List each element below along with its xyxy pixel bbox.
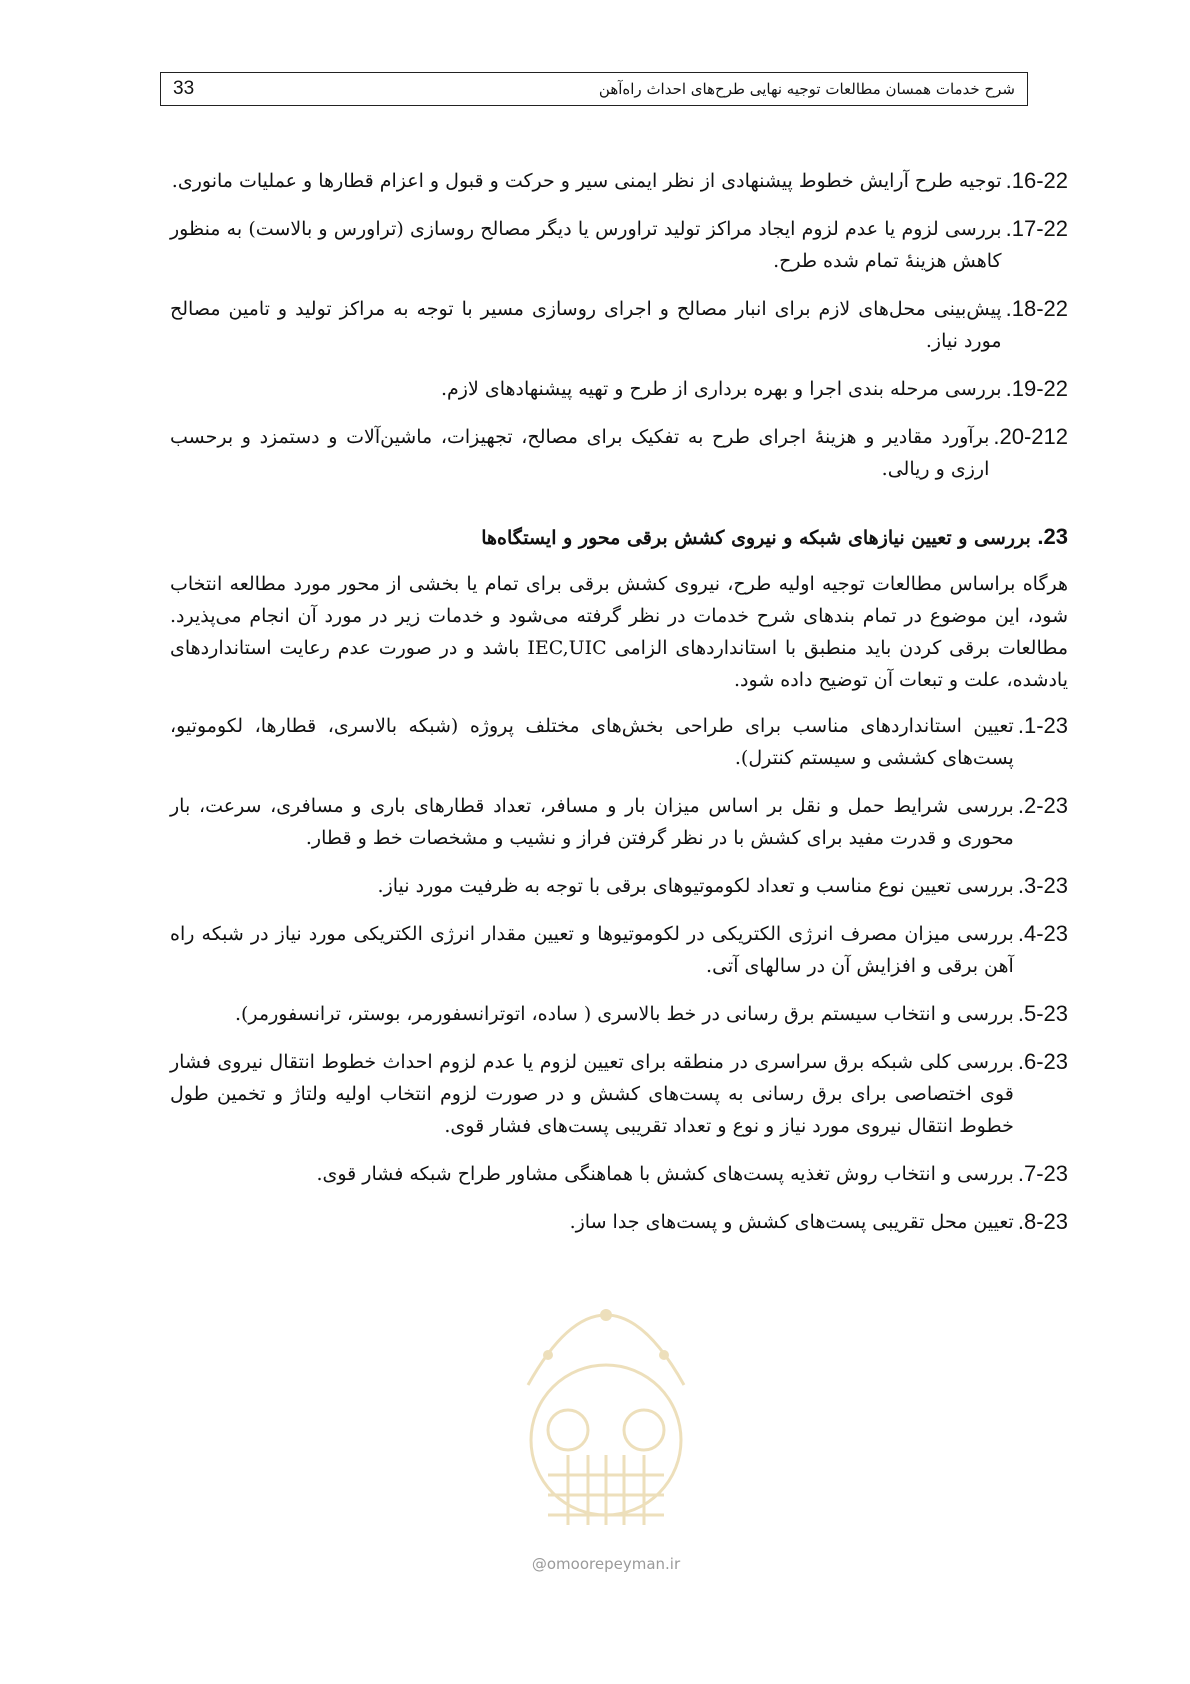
list-item <box>170 373 1068 405</box>
list-item <box>170 421 1068 485</box>
item-text: بررسی شرایط حمل و نقل بر اساس میزان بار و مسافر، تعداد قطارهای باری و مسافری، سرعت، بار محوری و قدرت مفید برای کشش با در نظر گرفتن فراز و نشیب و مشخصات خط و قطار. <box>170 795 1014 849</box>
list-item <box>170 1046 1068 1142</box>
item-text: توجیه طرح آرایش خطوط پیشنهادی از نظر ایمنی سیر و حرکت و قبول و اعزام قطارها و عملیات مانوری. <box>171 170 1002 192</box>
item-text: بررسی لزوم یا عدم لزوم ایجاد مراکز تولید تراورس یا دیگر مصالح روسازی (تراورس و بالاست) به منظور کاهش هزینهٔ تمام شده طرح. <box>170 218 1002 272</box>
item-text: تعیین محل تقریبی پست‌های کشش و پست‌های جدا ساز. <box>569 1211 1014 1233</box>
item-text: بررسی و انتخاب سیستم برق رسانی در خط بالاسری ( ساده، اتوترانسفورمر، بوستر، ترانسفورمر). <box>234 1003 1014 1025</box>
item-number: 16-22. <box>1005 168 1068 193</box>
list-item <box>170 710 1068 774</box>
watermark-text: @omoorepeyman.ir <box>531 1555 681 1573</box>
item-text: برآورد مقادیر و هزینهٔ اجرای طرح به تفکیک برای مصالح، تجهیزات، ماشین‌آلات و دستمزد و برحسب ارزی و ریالی. <box>170 426 990 480</box>
section-paragraph: هرگاه براساس مطالعات توجیه اولیه طرح، نیروی کشش برقی برای تمام یا بخشی از محور مورد مطالعه انتخاب شود، این موضوع در تمام بندهای شرح خدمات در نظر گرفته می‌شود و خدمات زیر در مورد آن انجام می‌پذیرد. مطالعات برقی کردن باید منطبق با استانداردهای الزامی IEC,UIC باشد و در صورت عدم رعایت استانداردهای یادشده، علت و تبعات آن توضیح داده شود. <box>170 573 1069 691</box>
page-content <box>170 165 1068 1254</box>
page-header <box>160 72 1028 106</box>
item-number: 3-23. <box>1017 873 1068 898</box>
item-text: بررسی کلی شبکه برق سراسری در منطقه برای تعیین لزوم یا عدم لزوم احداث خطوط انتقال نیروی فشار قوی اختصاصی برای برق رسانی به پست‌های کشش و در صورت لزوم انتخاب اولیه ولتاژ و تخمین طول خطوط انتقال نیروی مورد نیاز و نوع و تعداد تقریبی پست‌های فشار قوی. <box>170 1051 1014 1137</box>
list-item <box>170 165 1068 197</box>
section-title: بررسی و تعیین نیازهای شبکه و نیروی کشش برقی محور و ایستگاه‌ها <box>481 527 1031 549</box>
page-number: 33 <box>173 78 195 99</box>
list-item <box>170 870 1068 902</box>
section-number: 23. <box>1037 524 1068 549</box>
item-text: بررسی تعیین نوع مناسب و تعداد لکوموتیوهای برقی با توجه به ظرفیت مورد نیاز. <box>377 875 1014 897</box>
item-number: 1-23. <box>1017 713 1068 738</box>
item-text: پیش‌بینی محل‌های لازم برای انبار مصالح و اجرای روسازی مسیر با توجه به مراکز تولید و تامین مصالح مورد نیاز. <box>170 298 1002 352</box>
item-number: 18-22. <box>1005 296 1068 321</box>
item-text: بررسی میزان مصرف انرژی الکتریکی در لکوموتیوها و تعیین مقدار انرژی الکتریکی مورد نیاز در شبکه راه آهن برقی و افزایش آن در سالهای آتی. <box>170 923 1014 977</box>
item-number: 20-212. <box>993 424 1068 449</box>
header-title: شرح خدمات همسان مطالعات توجیه نهایی طرح‌های احداث راه‌آهن <box>598 80 1015 98</box>
watermark-logo-icon <box>488 1255 724 1555</box>
item-number: 8-23. <box>1017 1209 1068 1234</box>
list-item <box>170 1158 1068 1190</box>
list-item <box>170 918 1068 982</box>
item-number: 17-22. <box>1005 216 1068 241</box>
list-item <box>170 293 1068 357</box>
item-number: 5-23. <box>1017 1001 1068 1026</box>
item-number: 4-23. <box>1017 921 1068 946</box>
item-number: 19-22. <box>1005 376 1068 401</box>
item-number: 2-23. <box>1017 793 1068 818</box>
list-item <box>170 998 1068 1030</box>
item-text: بررسی و انتخاب روش تغذیه پست‌های کشش با هماهنگی مشاور طراح شبکه فشار قوی. <box>316 1163 1014 1185</box>
item-number: 7-23. <box>1017 1161 1068 1186</box>
list-item <box>170 213 1068 277</box>
item-text: بررسی مرحله بندی اجرا و بهره برداری از طرح و تهیه پیشنهادهای لازم. <box>440 378 1002 400</box>
list-item <box>170 1206 1068 1238</box>
section-heading <box>170 521 1068 554</box>
item-text: تعیین استانداردهای مناسب برای طراحی بخش‌های مختلف پروژه (شبکه بالاسری، قطارها، لکوموتیو، پست‌های کششی و سیستم کنترل). <box>170 715 1014 769</box>
item-number: 6-23. <box>1017 1049 1068 1074</box>
list-item <box>170 790 1068 854</box>
